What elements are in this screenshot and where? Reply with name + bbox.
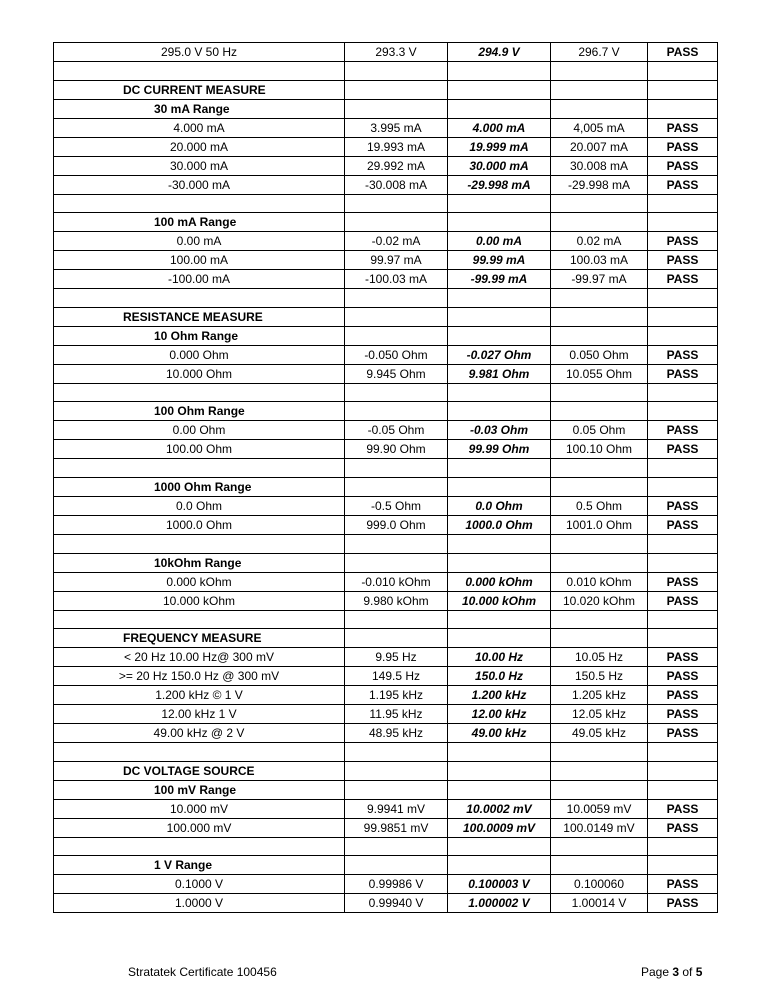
- lower-limit-cell: -0.02 mA: [345, 232, 448, 251]
- empty-cell: [448, 780, 551, 799]
- empty-cell: [345, 761, 448, 780]
- measured-cell: 1000.0 Ohm: [448, 515, 551, 534]
- empty-cell: [448, 837, 551, 856]
- lower-limit-cell: 0.99986 V: [345, 875, 448, 894]
- nominal-cell: 12.00 kHz 1 V: [54, 705, 345, 724]
- lower-limit-cell: 11.95 kHz: [345, 705, 448, 724]
- upper-limit-cell: 49.05 kHz: [551, 724, 648, 743]
- lower-limit-cell: -0.5 Ohm: [345, 496, 448, 515]
- empty-cell: [648, 629, 718, 648]
- measured-cell: -0.03 Ohm: [448, 421, 551, 440]
- empty-cell: [345, 534, 448, 553]
- empty-cell: [54, 289, 345, 308]
- measured-cell: 0.100003 V: [448, 875, 551, 894]
- nominal-cell: 49.00 kHz @ 2 V: [54, 724, 345, 743]
- empty-cell: [648, 780, 718, 799]
- blank-row: [54, 837, 718, 856]
- result-cell: PASS: [648, 137, 718, 156]
- empty-cell: [551, 99, 648, 118]
- blank-row: [54, 534, 718, 553]
- empty-cell: [551, 534, 648, 553]
- lower-limit-cell: 48.95 kHz: [345, 724, 448, 743]
- result-cell: PASS: [648, 421, 718, 440]
- measured-cell: 294.9 V: [448, 43, 551, 62]
- empty-cell: [551, 213, 648, 232]
- lower-limit-cell: 19.993 mA: [345, 137, 448, 156]
- blank-row: [54, 62, 718, 81]
- empty-cell: [648, 99, 718, 118]
- empty-cell: [551, 194, 648, 213]
- empty-cell: [448, 459, 551, 478]
- measured-cell: 100.0009 mV: [448, 818, 551, 837]
- empty-cell: [648, 743, 718, 762]
- measured-cell: 1.200 kHz: [448, 686, 551, 705]
- empty-cell: [54, 459, 345, 478]
- lower-limit-cell: -0.050 Ohm: [345, 345, 448, 364]
- measured-cell: 0.000 kOhm: [448, 572, 551, 591]
- range-header-row: [54, 856, 718, 875]
- upper-limit-cell: 100.03 mA: [551, 251, 648, 270]
- upper-limit-cell: 10.055 Ohm: [551, 364, 648, 383]
- nominal-cell: 0.00 mA: [54, 232, 345, 251]
- empty-cell: [551, 459, 648, 478]
- empty-cell: [448, 553, 551, 572]
- measured-cell: 150.0 Hz: [448, 667, 551, 686]
- range-header-row: [54, 326, 718, 345]
- nominal-cell: 0.000 Ohm: [54, 345, 345, 364]
- nominal-cell: 1.0000 V: [54, 894, 345, 913]
- range-header-row: [54, 99, 718, 118]
- empty-cell: [551, 383, 648, 402]
- table-row: [54, 175, 718, 194]
- table-row: [54, 572, 718, 591]
- empty-cell: [345, 326, 448, 345]
- empty-cell: [345, 194, 448, 213]
- section-header-row: [54, 80, 718, 99]
- measured-cell: 10.0002 mV: [448, 799, 551, 818]
- empty-cell: [448, 383, 551, 402]
- upper-limit-cell: 100.0149 mV: [551, 818, 648, 837]
- range-title: 1 V Range: [54, 856, 345, 875]
- empty-cell: [448, 213, 551, 232]
- lower-limit-cell: 9.980 kOhm: [345, 591, 448, 610]
- result-cell: PASS: [648, 591, 718, 610]
- result-cell: PASS: [648, 175, 718, 194]
- upper-limit-cell: 100.10 Ohm: [551, 440, 648, 459]
- empty-cell: [551, 610, 648, 629]
- empty-cell: [448, 289, 551, 308]
- empty-cell: [345, 80, 448, 99]
- empty-cell: [648, 213, 718, 232]
- result-cell: PASS: [648, 648, 718, 667]
- nominal-cell: 1.200 kHz © 1 V: [54, 686, 345, 705]
- empty-cell: [551, 289, 648, 308]
- lower-limit-cell: 99.90 Ohm: [345, 440, 448, 459]
- table-row: [54, 515, 718, 534]
- upper-limit-cell: 0.05 Ohm: [551, 421, 648, 440]
- nominal-cell: 20.000 mA: [54, 137, 345, 156]
- nominal-cell: 0.1000 V: [54, 875, 345, 894]
- nominal-cell: 1000.0 Ohm: [54, 515, 345, 534]
- upper-limit-cell: 10.05 Hz: [551, 648, 648, 667]
- nominal-cell: 100.00 Ohm: [54, 440, 345, 459]
- nominal-cell: -100.00 mA: [54, 270, 345, 289]
- empty-cell: [648, 610, 718, 629]
- upper-limit-cell: 0.100060: [551, 875, 648, 894]
- nominal-cell: 10.000 Ohm: [54, 364, 345, 383]
- table-row: [54, 894, 718, 913]
- range-title: 10kOhm Range: [54, 553, 345, 572]
- upper-limit-cell: 10.020 kOhm: [551, 591, 648, 610]
- lower-limit-cell: 3.995 mA: [345, 118, 448, 137]
- nominal-cell: 100.00 mA: [54, 251, 345, 270]
- empty-cell: [345, 837, 448, 856]
- table-row: [54, 43, 718, 62]
- range-title: 1000 Ohm Range: [54, 477, 345, 496]
- empty-cell: [345, 383, 448, 402]
- blank-row: [54, 459, 718, 478]
- empty-cell: [648, 80, 718, 99]
- empty-cell: [345, 99, 448, 118]
- measured-cell: 99.99 Ohm: [448, 440, 551, 459]
- table-row: [54, 421, 718, 440]
- empty-cell: [448, 610, 551, 629]
- lower-limit-cell: 9.95 Hz: [345, 648, 448, 667]
- lower-limit-cell: 99.9851 mV: [345, 818, 448, 837]
- nominal-cell: 0.00 Ohm: [54, 421, 345, 440]
- lower-limit-cell: 293.3 V: [345, 43, 448, 62]
- nominal-cell: -30.000 mA: [54, 175, 345, 194]
- upper-limit-cell: -29.998 mA: [551, 175, 648, 194]
- table-row: [54, 156, 718, 175]
- section-title: FREQUENCY MEASURE: [54, 629, 345, 648]
- empty-cell: [54, 194, 345, 213]
- nominal-cell: 4.000 mA: [54, 118, 345, 137]
- table-row: [54, 251, 718, 270]
- empty-cell: [648, 402, 718, 421]
- certificate-label: Stratatek Certificate 100456: [128, 965, 277, 979]
- empty-cell: [345, 213, 448, 232]
- empty-cell: [448, 477, 551, 496]
- empty-cell: [345, 743, 448, 762]
- table-row: [54, 270, 718, 289]
- empty-cell: [648, 307, 718, 326]
- upper-limit-cell: 30.008 mA: [551, 156, 648, 175]
- table-row: [54, 118, 718, 137]
- upper-limit-cell: 0.5 Ohm: [551, 496, 648, 515]
- empty-cell: [345, 402, 448, 421]
- result-cell: PASS: [648, 724, 718, 743]
- table-row: [54, 818, 718, 837]
- range-title: 100 mV Range: [54, 780, 345, 799]
- table-row: [54, 705, 718, 724]
- empty-cell: [448, 307, 551, 326]
- measured-cell: 19.999 mA: [448, 137, 551, 156]
- lower-limit-cell: 9.9941 mV: [345, 799, 448, 818]
- table-row: [54, 686, 718, 705]
- upper-limit-cell: 296.7 V: [551, 43, 648, 62]
- empty-cell: [551, 780, 648, 799]
- result-cell: PASS: [648, 251, 718, 270]
- measured-cell: 49.00 kHz: [448, 724, 551, 743]
- result-cell: PASS: [648, 572, 718, 591]
- blank-row: [54, 610, 718, 629]
- measured-cell: 0.00 mA: [448, 232, 551, 251]
- table-row: [54, 667, 718, 686]
- result-cell: PASS: [648, 515, 718, 534]
- calibration-table: [53, 42, 718, 913]
- blank-row: [54, 194, 718, 213]
- range-header-row: [54, 553, 718, 572]
- upper-limit-cell: 0.050 Ohm: [551, 345, 648, 364]
- page-number: [641, 965, 702, 979]
- table-row: [54, 137, 718, 156]
- empty-cell: [648, 326, 718, 345]
- empty-cell: [648, 856, 718, 875]
- measured-cell: 30.000 mA: [448, 156, 551, 175]
- upper-limit-cell: 150.5 Hz: [551, 667, 648, 686]
- lower-limit-cell: 1.195 kHz: [345, 686, 448, 705]
- empty-cell: [448, 99, 551, 118]
- nominal-cell: 10.000 mV: [54, 799, 345, 818]
- nominal-cell: < 20 Hz 10.00 Hz@ 300 mV: [54, 648, 345, 667]
- lower-limit-cell: 0.99940 V: [345, 894, 448, 913]
- lower-limit-cell: 999.0 Ohm: [345, 515, 448, 534]
- table-row: [54, 345, 718, 364]
- empty-cell: [551, 553, 648, 572]
- section-title: DC CURRENT MEASURE: [54, 80, 345, 99]
- upper-limit-cell: 4,005 mA: [551, 118, 648, 137]
- empty-cell: [448, 856, 551, 875]
- section-title: DC VOLTAGE SOURCE: [54, 761, 345, 780]
- empty-cell: [551, 307, 648, 326]
- result-cell: PASS: [648, 364, 718, 383]
- measured-cell: 0.0 Ohm: [448, 496, 551, 515]
- result-cell: PASS: [648, 232, 718, 251]
- nominal-cell: 295.0 V 50 Hz: [54, 43, 345, 62]
- empty-cell: [648, 194, 718, 213]
- result-cell: PASS: [648, 894, 718, 913]
- empty-cell: [448, 743, 551, 762]
- measured-cell: -29.998 mA: [448, 175, 551, 194]
- empty-cell: [648, 534, 718, 553]
- result-cell: PASS: [648, 818, 718, 837]
- empty-cell: [345, 856, 448, 875]
- nominal-cell: 0.000 kOhm: [54, 572, 345, 591]
- upper-limit-cell: -99.97 mA: [551, 270, 648, 289]
- empty-cell: [551, 629, 648, 648]
- measured-cell: 12.00 kHz: [448, 705, 551, 724]
- section-header-row: [54, 761, 718, 780]
- blank-row: [54, 743, 718, 762]
- range-title: 30 mA Range: [54, 99, 345, 118]
- empty-cell: [54, 837, 345, 856]
- measured-cell: 10.00 Hz: [448, 648, 551, 667]
- lower-limit-cell: 99.97 mA: [345, 251, 448, 270]
- empty-cell: [54, 62, 345, 81]
- table-row: [54, 875, 718, 894]
- lower-limit-cell: -30.008 mA: [345, 175, 448, 194]
- empty-cell: [648, 761, 718, 780]
- blank-row: [54, 289, 718, 308]
- result-cell: PASS: [648, 799, 718, 818]
- empty-cell: [551, 761, 648, 780]
- empty-cell: [345, 477, 448, 496]
- empty-cell: [648, 289, 718, 308]
- nominal-cell: 10.000 kOhm: [54, 591, 345, 610]
- result-cell: PASS: [648, 496, 718, 515]
- empty-cell: [448, 194, 551, 213]
- empty-cell: [345, 62, 448, 81]
- range-title: 10 Ohm Range: [54, 326, 345, 345]
- empty-cell: [448, 629, 551, 648]
- empty-cell: [551, 80, 648, 99]
- empty-cell: [54, 743, 345, 762]
- table-row: [54, 232, 718, 251]
- lower-limit-cell: -0.010 kOhm: [345, 572, 448, 591]
- upper-limit-cell: 12.05 kHz: [551, 705, 648, 724]
- empty-cell: [551, 837, 648, 856]
- nominal-cell: 0.0 Ohm: [54, 496, 345, 515]
- empty-cell: [345, 610, 448, 629]
- empty-cell: [54, 534, 345, 553]
- empty-cell: [448, 326, 551, 345]
- measured-cell: 1.000002 V: [448, 894, 551, 913]
- nominal-cell: >= 20 Hz 150.0 Hz @ 300 mV: [54, 667, 345, 686]
- upper-limit-cell: 0.02 mA: [551, 232, 648, 251]
- measured-cell: 4.000 mA: [448, 118, 551, 137]
- result-cell: PASS: [648, 705, 718, 724]
- upper-limit-cell: 0.010 kOhm: [551, 572, 648, 591]
- page-current: 3: [672, 965, 680, 979]
- empty-cell: [345, 307, 448, 326]
- result-cell: PASS: [648, 440, 718, 459]
- nominal-cell: 100.000 mV: [54, 818, 345, 837]
- range-header-row: [54, 780, 718, 799]
- table-row: [54, 496, 718, 515]
- empty-cell: [648, 383, 718, 402]
- upper-limit-cell: 20.007 mA: [551, 137, 648, 156]
- section-header-row: [54, 629, 718, 648]
- table-row: [54, 799, 718, 818]
- measured-cell: 9.981 Ohm: [448, 364, 551, 383]
- empty-cell: [345, 289, 448, 308]
- upper-limit-cell: 1.00014 V: [551, 894, 648, 913]
- measured-cell: -0.027 Ohm: [448, 345, 551, 364]
- empty-cell: [648, 459, 718, 478]
- blank-row: [54, 383, 718, 402]
- empty-cell: [448, 402, 551, 421]
- empty-cell: [448, 761, 551, 780]
- nominal-cell: 30.000 mA: [54, 156, 345, 175]
- result-cell: PASS: [648, 875, 718, 894]
- empty-cell: [551, 743, 648, 762]
- result-cell: PASS: [648, 345, 718, 364]
- empty-cell: [551, 477, 648, 496]
- empty-cell: [345, 553, 448, 572]
- table-row: [54, 591, 718, 610]
- table-row: [54, 364, 718, 383]
- empty-cell: [345, 459, 448, 478]
- empty-cell: [448, 62, 551, 81]
- result-cell: PASS: [648, 686, 718, 705]
- empty-cell: [648, 62, 718, 81]
- section-title: RESISTANCE MEASURE: [54, 307, 345, 326]
- range-header-row: [54, 213, 718, 232]
- empty-cell: [54, 383, 345, 402]
- empty-cell: [448, 534, 551, 553]
- result-cell: PASS: [648, 156, 718, 175]
- table-row: [54, 724, 718, 743]
- measured-cell: 99.99 mA: [448, 251, 551, 270]
- range-title: 100 mA Range: [54, 213, 345, 232]
- lower-limit-cell: 149.5 Hz: [345, 667, 448, 686]
- table-row: [54, 648, 718, 667]
- range-header-row: [54, 402, 718, 421]
- empty-cell: [345, 780, 448, 799]
- empty-cell: [448, 80, 551, 99]
- range-header-row: [54, 477, 718, 496]
- measured-cell: -99.99 mA: [448, 270, 551, 289]
- empty-cell: [648, 477, 718, 496]
- empty-cell: [345, 629, 448, 648]
- result-cell: PASS: [648, 43, 718, 62]
- range-title: 100 Ohm Range: [54, 402, 345, 421]
- section-header-row: [54, 307, 718, 326]
- upper-limit-cell: 10.0059 mV: [551, 799, 648, 818]
- lower-limit-cell: 29.992 mA: [345, 156, 448, 175]
- result-cell: PASS: [648, 270, 718, 289]
- page-total: 5: [695, 965, 703, 979]
- result-cell: PASS: [648, 667, 718, 686]
- empty-cell: [551, 326, 648, 345]
- empty-cell: [648, 553, 718, 572]
- empty-cell: [54, 610, 345, 629]
- page-prefix: Page: [641, 965, 673, 979]
- page-separator: of: [679, 965, 696, 979]
- result-cell: PASS: [648, 118, 718, 137]
- measured-cell: 10.000 kOhm: [448, 591, 551, 610]
- lower-limit-cell: 9.945 Ohm: [345, 364, 448, 383]
- calibration-table-body: [54, 43, 718, 913]
- empty-cell: [551, 62, 648, 81]
- upper-limit-cell: 1001.0 Ohm: [551, 515, 648, 534]
- upper-limit-cell: 1.205 kHz: [551, 686, 648, 705]
- empty-cell: [551, 856, 648, 875]
- table-row: [54, 440, 718, 459]
- lower-limit-cell: -0.05 Ohm: [345, 421, 448, 440]
- lower-limit-cell: -100.03 mA: [345, 270, 448, 289]
- empty-cell: [648, 837, 718, 856]
- empty-cell: [551, 402, 648, 421]
